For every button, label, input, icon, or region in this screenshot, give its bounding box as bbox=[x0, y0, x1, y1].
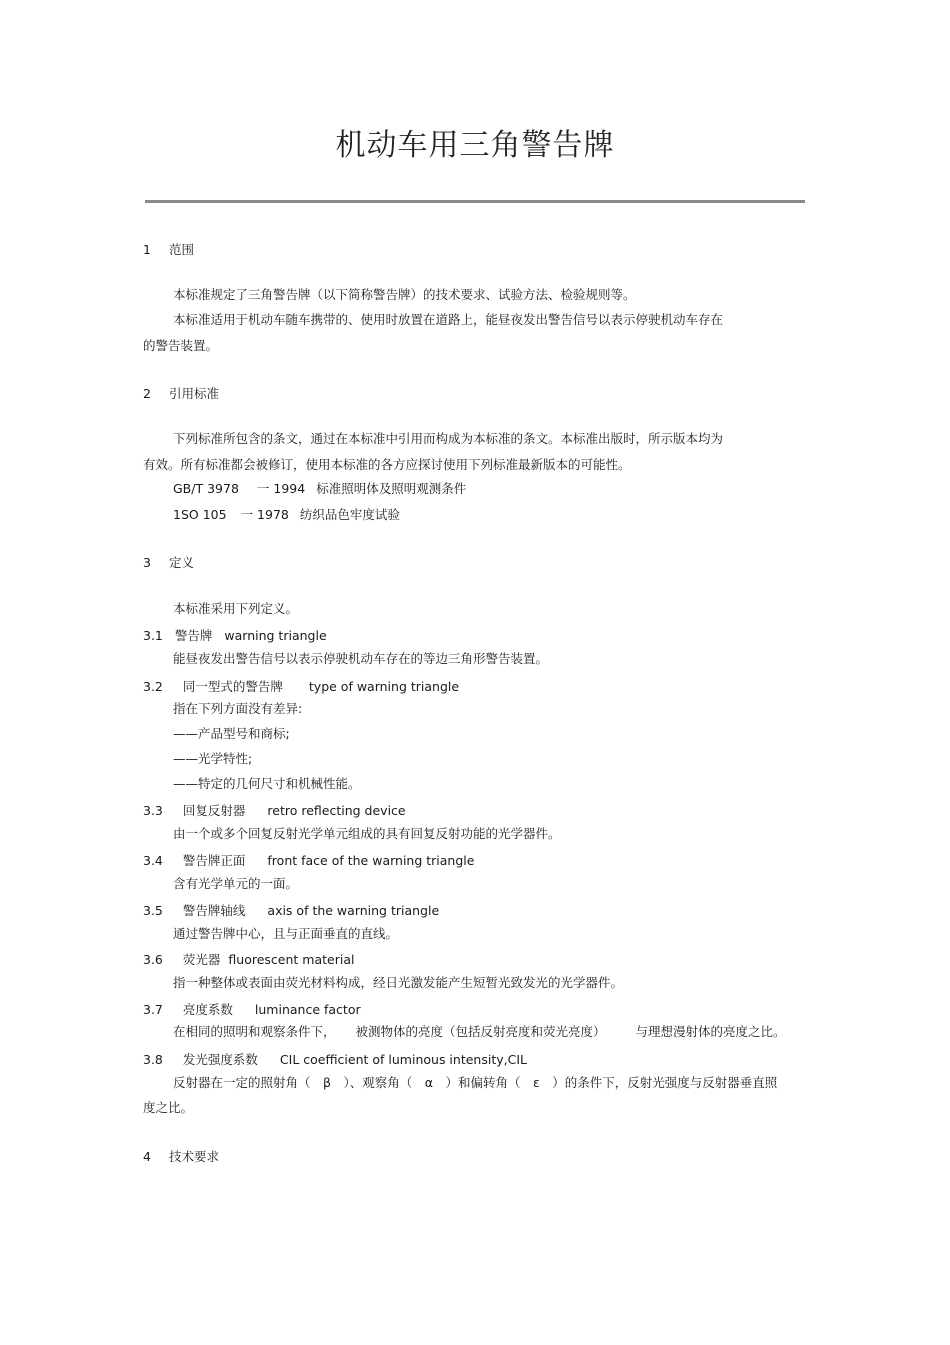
reference-title: 标准照明体及照明观测条件 bbox=[316, 481, 467, 496]
term-zh: 警告牌轴线 bbox=[182, 903, 246, 918]
definition-text-part: 与理想漫射体的亮度之比。 bbox=[635, 1024, 786, 1039]
definition-term bbox=[143, 903, 439, 919]
term-en: warning triangle bbox=[224, 628, 327, 643]
term-en: axis of the warning triangle bbox=[267, 903, 440, 918]
definition-text: 反射器在一定的照射角（ β ）、观察角（ α ）和偏转角（ ε ）的条件下，反射光强度与反射器垂直照 bbox=[173, 1075, 778, 1090]
definition-text: 通过警告牌中心，且与正面垂直的直线。 bbox=[173, 926, 399, 941]
term-zh: 发光强度系数 bbox=[182, 1052, 258, 1067]
section-number: 4 bbox=[143, 1149, 151, 1164]
definition-number: 3.8 bbox=[143, 1052, 163, 1067]
definition-term bbox=[143, 853, 474, 869]
term-en: retro reflecting device bbox=[267, 803, 406, 818]
section-title: 技术要求 bbox=[168, 1149, 219, 1164]
document-title: 机动车用三角警告牌 bbox=[335, 128, 615, 163]
term-zh: 警告牌 bbox=[174, 628, 213, 643]
term-en: type of warning triangle bbox=[308, 679, 460, 694]
term-zh: 回复反射器 bbox=[182, 803, 246, 818]
term-en: luminance factor bbox=[254, 1002, 361, 1017]
reference-year: 一 1994 bbox=[256, 481, 306, 496]
paragraph: 本标准适用于机动车随车携带的、使用时放置在道路上，能昼夜发出警告信号以表示停驶机动车存在 bbox=[173, 312, 724, 327]
term-zh: 亮度系数 bbox=[182, 1002, 233, 1017]
reference-item bbox=[173, 481, 466, 497]
definition-number: 3.7 bbox=[143, 1002, 163, 1017]
list-item: ——特定的几何尺寸和机械性能。 bbox=[173, 776, 361, 791]
term-en: front face of the warning triangle bbox=[267, 853, 475, 868]
section-2-heading bbox=[143, 386, 219, 402]
section-title: 范围 bbox=[168, 242, 194, 257]
definition-number: 3.4 bbox=[143, 853, 163, 868]
term-zh: 警告牌正面 bbox=[182, 853, 246, 868]
reference-code: GB/T 3978 bbox=[173, 481, 239, 496]
section-number: 3 bbox=[143, 555, 151, 570]
definition-text: 由一个或多个回复反射光学单元组成的具有回复反射功能的光学器件。 bbox=[173, 826, 561, 841]
section-1-heading bbox=[143, 242, 194, 258]
reference-year: 一 1978 bbox=[240, 507, 289, 522]
paragraph: 下列标准所包含的条文，通过在本标准中引用而构成为本标准的条文。本标准出版时，所示版本均为 bbox=[173, 431, 724, 446]
definition-term bbox=[143, 628, 327, 644]
list-item: ——产品型号和商标; bbox=[173, 726, 290, 741]
definition-text: 含有光学单元的一面。 bbox=[173, 876, 299, 891]
term-zh: 同一型式的警告牌 bbox=[182, 679, 283, 694]
reference-title: 纺织品色牢度试验 bbox=[299, 507, 400, 522]
definition-term bbox=[143, 952, 354, 968]
definition-term bbox=[143, 679, 459, 695]
reference-code: 1SO 105 bbox=[173, 507, 227, 522]
definition-number: 3.1 bbox=[143, 628, 163, 643]
section-4-heading bbox=[143, 1149, 219, 1165]
term-en: fluorescent material bbox=[228, 952, 355, 967]
term-zh: 荧光器 bbox=[182, 952, 221, 967]
paragraph: 本标准规定了三角警告牌（以下简称警告牌）的技术要求、试验方法、检验规则等。 bbox=[173, 287, 636, 302]
definition-text bbox=[173, 1024, 786, 1040]
list-item: ——光学特性; bbox=[173, 751, 253, 766]
section-title: 定义 bbox=[168, 555, 194, 570]
definition-term bbox=[143, 1002, 361, 1018]
reference-item bbox=[173, 507, 400, 523]
section-number: 2 bbox=[143, 386, 151, 401]
definition-text: 指一种整体或表面由荧光材料构成，经日光激发能产生短暂光致发光的光学器件。 bbox=[173, 975, 624, 990]
definition-text-part: 被测物体的亮度（包括反射亮度和荧光亮度） bbox=[355, 1024, 606, 1039]
paragraph: 本标准采用下列定义。 bbox=[173, 601, 299, 616]
section-title: 引用标准 bbox=[168, 386, 219, 401]
definition-number: 3.6 bbox=[143, 952, 163, 967]
section-3-heading bbox=[143, 555, 194, 571]
definition-text-continued: 度之比。 bbox=[143, 1100, 194, 1115]
definition-term bbox=[143, 803, 406, 819]
definition-text-part: 在相同的照明和观察条件下， bbox=[173, 1024, 336, 1039]
definition-text: 指在下列方面没有差异: bbox=[173, 701, 303, 716]
definition-text: 能昼夜发出警告信号以表示停驶机动车存在的等边三角形警告装置。 bbox=[173, 651, 549, 666]
section-number: 1 bbox=[143, 242, 151, 257]
paragraph-continued: 有效。所有标准都会被修订，使用本标准的各方应探讨使用下列标准最新版本的可能性。 bbox=[143, 457, 631, 472]
definition-number: 3.5 bbox=[143, 903, 163, 918]
title-divider bbox=[145, 200, 805, 203]
paragraph-continued: 的警告装置。 bbox=[143, 338, 219, 353]
term-en: CIL coefficient of luminous intensity,CIL bbox=[279, 1052, 527, 1067]
definition-number: 3.2 bbox=[143, 679, 163, 694]
definition-term bbox=[143, 1052, 527, 1068]
definition-number: 3.3 bbox=[143, 803, 163, 818]
